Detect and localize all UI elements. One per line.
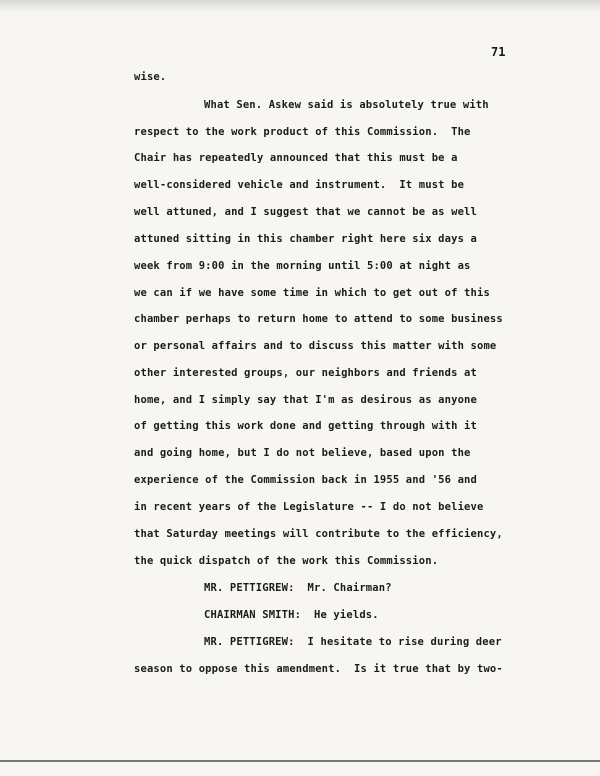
text-line: respect to the work product of this Commission. The	[134, 126, 471, 138]
text-line: home, and I simply say that I'm as desirous as anyone	[134, 394, 477, 406]
bottom-rule	[0, 760, 600, 762]
text-line: the quick dispatch of the work this Commission.	[134, 555, 439, 567]
text-line: experience of the Commission back in 1955 and '56 and	[134, 474, 477, 486]
text-line: Chair has repeatedly announced that this must be a	[134, 152, 458, 164]
text-line: wise.	[134, 71, 167, 83]
text-line: week from 9:00 in the morning until 5:00 at night as	[134, 260, 471, 272]
text-line: or personal affairs and to discuss this matter with some	[134, 340, 497, 352]
text-line: season to oppose this amendment. Is it true that by two-	[134, 663, 503, 675]
text-line: of getting this work done and getting through with it	[134, 420, 477, 432]
text-line: other interested groups, our neighbors and friends at	[134, 367, 477, 379]
text-line: that Saturday meetings will contribute to the efficiency,	[134, 528, 503, 540]
text-line: we can if we have some time in which to get out of this	[134, 287, 490, 299]
text-line: What Sen. Askew said is absolutely true with	[204, 99, 489, 111]
text-line: attuned sitting in this chamber right here six days a	[134, 233, 477, 245]
text-line: chamber perhaps to return home to attend to some business	[134, 313, 503, 325]
scan-top-edge	[0, 0, 600, 12]
text-line: and going home, but I do not believe, based upon the	[134, 447, 471, 459]
page-number: 71	[491, 45, 506, 59]
speaker-line: MR. PETTIGREW: Mr. Chairman?	[204, 582, 392, 594]
text-line: well attuned, and I suggest that we cannot be as well	[134, 206, 477, 218]
text-line: in recent years of the Legislature -- I do not believe	[134, 501, 484, 513]
text-line: well-considered vehicle and instrument. It must be	[134, 179, 465, 191]
speaker-line: CHAIRMAN SMITH: He yields.	[204, 609, 379, 621]
speaker-line: MR. PETTIGREW: I hesitate to rise during deer	[204, 636, 502, 648]
